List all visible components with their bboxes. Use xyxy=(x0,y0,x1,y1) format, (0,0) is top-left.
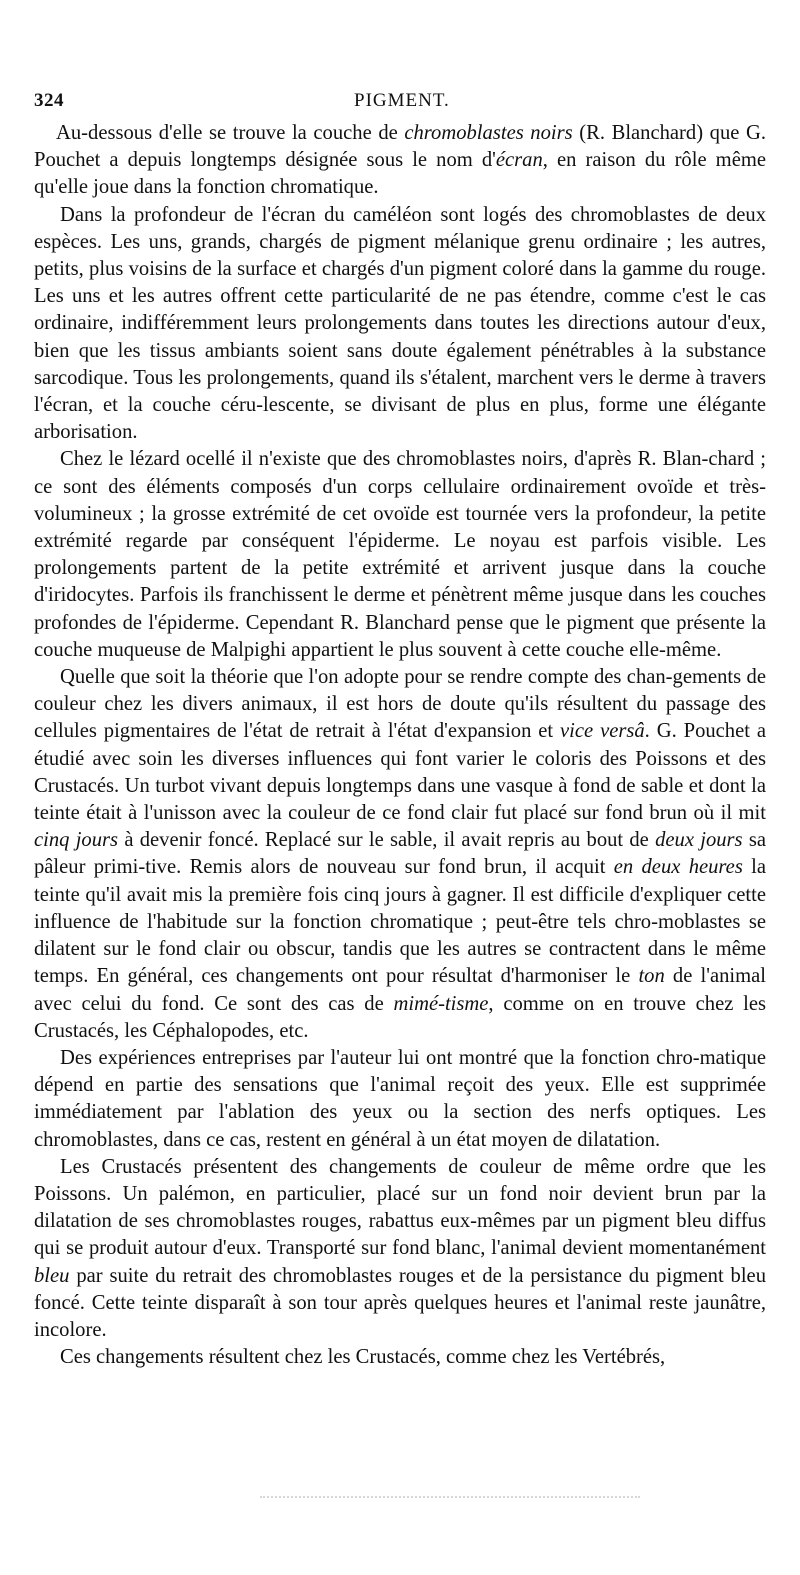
body-text xyxy=(34,120,766,1371)
italic-text-run: deux jours xyxy=(655,829,743,852)
text-run: Dans la profondeur de l'écran du caméléon sont logés des chromoblastes de deux espèces. Les uns, grands, chargés de pigment mélanique grenu ordinaire ; les autres, petits, plus voisins de la surface et chargés d'un pigment coloré dans la gamme du rouge. Les uns et les autres offrent cette particularité de ne pas étendre, comme c'est le cas ordinaire, indifféremment leurs prolongements dans toutes les directions autour d'eux, bien que les tissus ambiants soient sans doute également pénétrables à la substance sarcodique. Tous les prolongements, quand ils s'étalent, marchent vers le derme à travers l'écran, et la couche céru-lescente, se divisant de plus en plus, forme une élégante arborisation. xyxy=(34,203,766,444)
text-run: , comme on en trouve chez les Crustacés, les Céphalopodes, etc. xyxy=(34,992,766,1042)
text-run: la teinte qu'il avait mis la première fois cinq jours à gagner. Il est difficile d'expliquer cette influence de l'habitude sur la fonction chromatique ; peut-être tels chro-moblastes se dilatent sur le fond clair ou obscur, tandis que les autres se contractent dans le même temps. En général, ces changements ont pour résultat d'harmoniser le xyxy=(34,856,766,988)
italic-text-run: ton xyxy=(638,965,665,988)
paragraph xyxy=(34,664,766,1045)
book-page xyxy=(34,90,766,1371)
text-run: de l'animal avec celui du fond. Ce sont des cas de xyxy=(34,965,766,1015)
text-run: Au-dessous d'elle se trouve la couche de xyxy=(56,122,405,144)
italic-text-run: bleu xyxy=(34,1264,70,1287)
scan-artifact-dots xyxy=(260,1496,640,1502)
page-number: 324 xyxy=(34,90,64,111)
text-run: Chez le lézard ocellé il n'existe que des chromoblastes noirs, d'après R. Blan-chard ; ce sont des éléments composés d'un corps cellulaire ordinairement ovoïde et très-volumineux ; la grosse extrémité de cet ovoïde est tournée vers la profondeur, la petite extrémité regarde par conséquent l'épiderme. Le noyau est parfois visible. Les prolongements partent de la petite extrémité et arrivent jusque dans la couche d'iridocytes. Parfois ils franchissent le derme et pénètrent même jusque dans les couches profondes de l'épiderme. Cependant R. Blanchard pense que le pigment que présente la couche muqueuse de Malpighi appartient le plus souvent à cette couche elle-même. xyxy=(34,448,766,661)
paragraph xyxy=(34,1154,766,1344)
text-run: à devenir foncé. Replacé sur le sable, il avait repris au bout de xyxy=(118,829,656,852)
italic-text-run: écran xyxy=(495,149,543,172)
italic-text-run: en deux heures xyxy=(613,856,743,879)
text-run: (R. Blanchard) que G. Pouchet a depuis longtemps désignée sous le nom d' xyxy=(34,122,767,172)
italic-text-run: mimé-tisme xyxy=(393,992,489,1015)
running-head xyxy=(34,90,766,116)
italic-text-run: cinq jours xyxy=(34,829,119,852)
text-run: Des expériences entreprises par l'auteur lui ont montré que la fonction chro-matique dépend en partie des sensations que l'animal reçoit des yeux. Elle est supprimée immédiatement par l'ablation des yeux ou la section des nerfs optiques. Les chromoblastes, dans ce cas, restent en général à un état moyen de dilatation. xyxy=(34,1046,766,1151)
text-run: Ces changements résultent chez les Crustacés, comme chez les Vertébrés, xyxy=(60,1346,666,1369)
running-title: PIGMENT. xyxy=(354,90,450,111)
paragraph xyxy=(34,202,766,447)
paragraph xyxy=(34,120,766,202)
text-run: par suite du retrait des chromoblastes rouges et de la persistance du pigment bleu foncé. Cette teinte disparaît à son tour après quelques heures et l'animal reste jaunâtre, incolore. xyxy=(34,1264,766,1341)
paragraph xyxy=(34,1045,766,1154)
text-run: Quelle que soit la théorie que l'on adopte pour se rendre compte des chan-gements de couleur chez les divers animaux, il est hors de doute qu'ils résultent du passage des cellules pigmentaires de l'état de retrait à l'état d'expansion et xyxy=(34,666,766,743)
italic-text-run: vice versâ xyxy=(560,720,645,743)
paragraph xyxy=(34,446,766,664)
text-run: , en raison du rôle même qu'elle joue dans la fonction chromatique. xyxy=(34,149,766,199)
paragraph xyxy=(34,1344,766,1371)
text-run: Les Crustacés présentent des changements de couleur de même ordre que les Poissons. Un palémon, en particulier, placé sur un fond noir devient brun par la dilatation de ses chromoblastes rouges, rabattus eux-mêmes par un pigment bleu diffus qui se produit autour d'eux. Transporté sur fond blanc, l'animal devient momentanément xyxy=(34,1155,766,1260)
text-run: sa pâleur primi-tive. Remis alors de nouveau sur fond brun, il acquit xyxy=(34,829,766,879)
italic-text-run: chromoblastes noirs xyxy=(404,122,573,144)
text-run: . G. Pouchet a étudié avec soin les diverses influences qui font varier le coloris des Poissons et des Crustacés. Un turbot vivant depuis longtemps dans une vasque à fond de sable et dont la teinte était à l'unisson avec la couleur de ce fond clair fut placé sur fond brun où il mit xyxy=(34,720,766,825)
